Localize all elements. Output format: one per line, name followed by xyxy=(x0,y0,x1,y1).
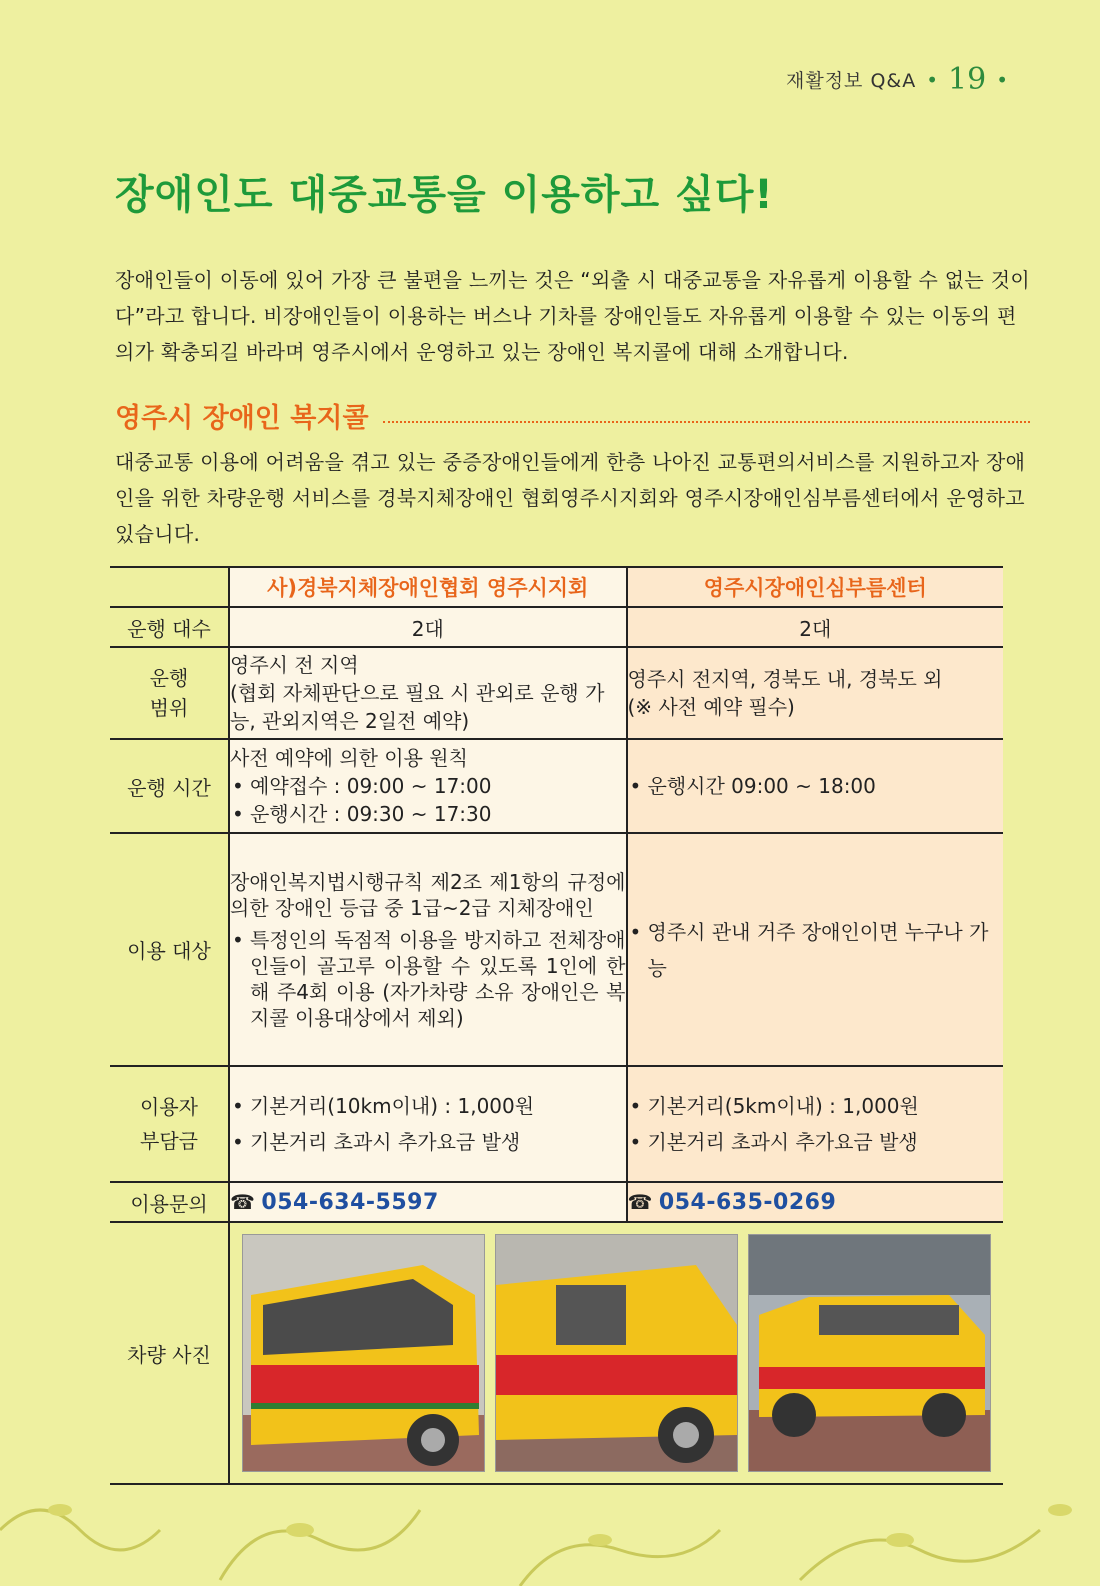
vehicle-photo-side-door xyxy=(495,1234,738,1472)
target-list xyxy=(628,914,1004,986)
intro-paragraph: 장애인들이 이동에 있어 가장 큰 불편을 느끼는 것은 “외출 시 대중교통을 자유롭게 이용할 수 없는 것이다”라고 합니다. 비장애인들이 이용하는 버스나 기차를 장애인들도 자유롭게 이용할 수 있는 이동의 편의가 확충되길 바라며 영주시에서 운영하고 있는 장애인 복지콜에 대해 소개합니다. xyxy=(115,268,1030,364)
row-label-fee: 이용자 부담금 xyxy=(110,1066,229,1182)
contact-association xyxy=(229,1182,627,1222)
fee-list xyxy=(628,1088,1004,1160)
list-item: • 특정인의 독점적 이용을 방지하고 전체장애인들이 골고루 이용할 수 있도록 1인에 한해 주4회 이용 (자가차량 소유 장애인은 복지콜 이용대상에서 제외) xyxy=(230,927,626,1031)
vehicles-association: 2대 xyxy=(229,607,627,647)
vehicle-photo-rear xyxy=(242,1234,485,1472)
phone-icon: ☎ xyxy=(627,1189,653,1214)
page-header xyxy=(786,62,1008,97)
target-list xyxy=(230,927,626,1031)
range-errand-center: 영주시 전지역, 경북도 내, 경북도 외 (※ 사전 예약 필수) xyxy=(627,647,1004,739)
bullet-dot: • xyxy=(996,67,1008,92)
hours-list xyxy=(628,772,1004,800)
row-label-contact: 이용문의 xyxy=(110,1182,229,1222)
vehicle-photos-cell xyxy=(229,1222,1003,1484)
list-item: • 운행시간 09:00 ~ 18:00 xyxy=(628,772,1004,800)
target-association xyxy=(229,833,627,1066)
vehicle-photo-side xyxy=(748,1234,991,1472)
list-item: • 기본거리(5km이내) : 1,000원 xyxy=(628,1088,1004,1124)
list-item: • 기본거리(10km이내) : 1,000원 xyxy=(230,1088,626,1124)
table-row xyxy=(110,647,1003,739)
row-label-target: 이용 대상 xyxy=(110,833,229,1066)
description-paragraph: 대중교통 이용에 어려움을 겪고 있는 중증장애인들에게 한층 나아진 교통편의서비스를 지원하고자 장애인을 위한 차량운행 서비스를 경북지체장애인 협회영주시지회와 영주시장애인심부름센터에서 운영하고있습니다. xyxy=(115,450,1026,546)
fee-association xyxy=(229,1066,627,1182)
hours-errand-center xyxy=(627,739,1004,833)
subtitle-row xyxy=(115,396,1030,435)
page-title: 장애인도 대중교통을 이용하고 싶다! xyxy=(115,172,774,218)
column-header-association: 사)경북지체장애인협회 영주시지회 xyxy=(229,567,627,607)
list-item: • 기본거리 초과시 추가요금 발생 xyxy=(628,1124,1004,1160)
range-association: 영주시 전 지역 (협회 자체판단으로 필요 시 관외로 운행 가능, 관외지역은 2일전 예약) xyxy=(229,647,627,739)
list-item: • 운행시간 : 09:30 ~ 17:30 xyxy=(230,800,626,828)
row-label-range: 운행 범위 xyxy=(110,647,229,739)
vine-decoration xyxy=(0,1470,1100,1586)
list-item: • 기본거리 초과시 추가요금 발생 xyxy=(230,1124,626,1160)
page-number: 19 xyxy=(948,62,987,97)
fee-errand-center xyxy=(627,1066,1004,1182)
bullet-dot: • xyxy=(926,67,939,92)
table-row xyxy=(110,739,1003,833)
phone-errand-center[interactable] xyxy=(628,1190,837,1215)
table-header-row xyxy=(110,567,1003,607)
phone-number: 054-635-0269 xyxy=(658,1189,837,1215)
hours-association xyxy=(229,739,627,833)
table-row xyxy=(110,833,1003,1066)
table-row xyxy=(110,1222,1003,1484)
row-label-vehicles: 운행 대수 xyxy=(110,607,229,647)
header-empty-cell xyxy=(110,567,229,607)
service-table xyxy=(110,566,1003,1485)
fee-list xyxy=(230,1088,626,1160)
phone-number: 054-634-5597 xyxy=(261,1189,439,1215)
target-errand-center xyxy=(627,833,1004,1066)
row-label-photos: 차량 사진 xyxy=(110,1222,229,1484)
hours-list xyxy=(230,772,626,828)
contact-errand-center xyxy=(627,1182,1004,1222)
list-item: • 예약접수 : 09:00 ~ 17:00 xyxy=(230,772,626,800)
phone-icon: ☎ xyxy=(230,1189,256,1214)
section-subtitle: 영주시 장애인 복지콜 xyxy=(115,403,369,434)
section-label: 재활정보 Q&A xyxy=(785,70,917,92)
vehicles-errand-center: 2대 xyxy=(627,607,1004,647)
vehicle-photos xyxy=(230,1226,1003,1480)
table-row xyxy=(110,1182,1003,1222)
table-row xyxy=(110,1066,1003,1182)
dotted-divider xyxy=(383,421,1030,423)
hours-principle: 사전 예약에 의한 이용 원칙 xyxy=(230,746,468,770)
phone-association[interactable] xyxy=(230,1190,439,1215)
list-item: • 영주시 관내 거주 장애인이면 누구나 가능 xyxy=(628,914,1004,986)
column-header-errand-center: 영주시장애인심부름센터 xyxy=(627,567,1004,607)
table-row xyxy=(110,607,1003,647)
target-criteria: 장애인복지법시행규칙 제2조 제1항의 규정에 의한 장애인 등급 중 1급~2급 지체장애인 xyxy=(230,869,626,920)
row-label-hours: 운행 시간 xyxy=(110,739,229,833)
